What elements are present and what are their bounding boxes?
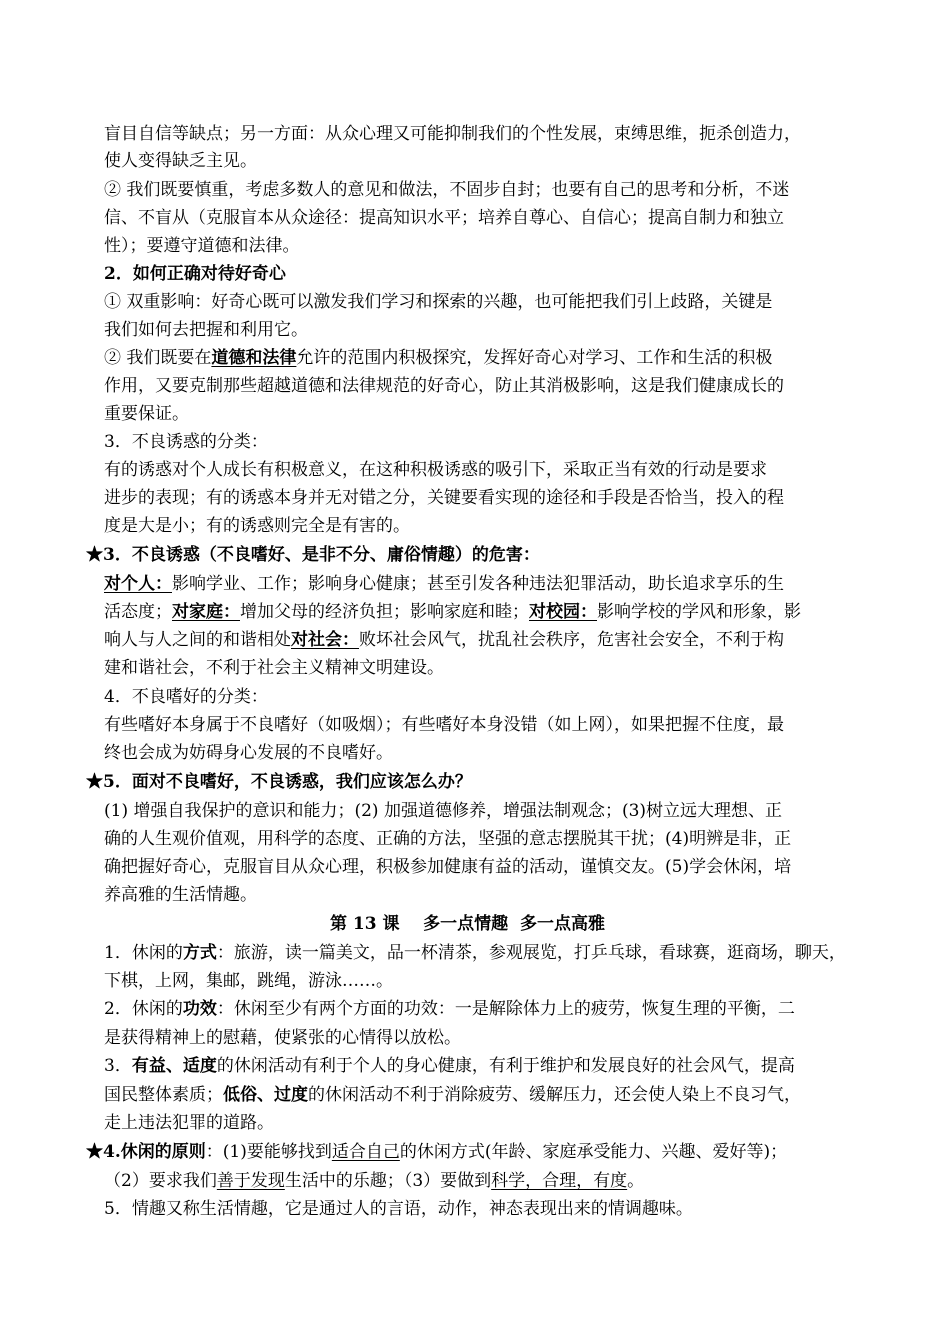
text-line: ① 双重影响：好奇心既可以激发我们学习和探索的兴趣，也可能把我们引上歧路，关键是 [104, 292, 773, 312]
section-line-starred: ★4.休闲的原则：(1)要能够找到适合自己的休闲方式(年龄、家庭承受能力、兴趣、爱好等)； [86, 1142, 788, 1162]
text-line: 度是大是小；有的诱惑则完全是有害的。 [104, 516, 410, 536]
text-line: 2．休闲的功效：休闲至少有两个方面的功效：一是解除体力上的疲劳，恢复生理的平衡，二 [104, 999, 795, 1019]
text-line: ② 我们既要慎重，考虑多数人的意见和做法，不固步自封；也要有自己的思考和分析，不迷 [104, 180, 790, 200]
text-line: 确把握好奇心，克服盲目从众心理，积极参加健康有益的活动，谨慎交友。(5)学会休闲，培 [104, 857, 792, 877]
section-heading-starred: ★3．不良诱惑（不良嗜好、是非不分、庸俗情趣）的危害： [86, 545, 540, 565]
text-line: 重要保证。 [104, 404, 189, 424]
text-line: 建和谐社会，不利于社会主义精神文明建设。 [104, 658, 444, 678]
text-line: 响人与人之间的和谐相处对社会：败坏社会风气，扰乱社会秩序，危害社会安全，不利于构 [104, 630, 784, 650]
text-line: 有些嗜好本身属于不良嗜好（如吸烟）；有些嗜好本身没错（如上网），如果把握不住度，最 [104, 715, 784, 735]
section-heading: 3．不良诱惑的分类： [104, 432, 268, 452]
text-line: 养高雅的生活情趣。 [104, 885, 257, 905]
text-line: 性）；要遵守道德和法律。 [104, 236, 300, 256]
text-line: 使人变得缺乏主见。 [104, 151, 257, 171]
text-line: 有的诱惑对个人成长有积极意义，在这种积极诱惑的吸引下，采取正当有效的行动是要求 [104, 460, 767, 480]
text-line: 5．情趣又称生活情趣，它是通过人的言语，动作，神态表现出来的情调趣味。 [104, 1199, 693, 1219]
text-line: 活态度；对家庭：增加父母的经济负担；影响家庭和睦；对校园：影响学校的学风和形象，影 [104, 602, 801, 622]
text-line: 3．有益、适度的休闲活动有利于个人的身心健康，有利于维护和发展良好的社会风气，提高 [104, 1056, 795, 1076]
section-heading: 4．不良嗜好的分类： [104, 687, 268, 707]
text-line: 我们如何去把握和利用它。 [104, 320, 308, 340]
text-line: 对个人：影响学业、工作；影响身心健康；甚至引发各种违法犯罪活动，助长追求享乐的生 [104, 574, 784, 594]
text-line: 1．休闲的方式：旅游，读一篇美文，品一杯清茶，参观展览，打乒乓球，看球赛，逛商场，聊天， [104, 943, 846, 963]
text-line: 走上违法犯罪的道路。 [104, 1113, 274, 1133]
text-line: 进步的表现；有的诱惑本身并无对错之分，关键要看实现的途径和手段是否恰当，投入的程 [104, 488, 784, 508]
text-line: 作用，又要克制那些超越道德和法律规范的好奇心，防止其消极影响，这是我们健康成长的 [104, 376, 784, 396]
text-line: ② 我们既要在道德和法律允许的范围内积极探究，发挥好奇心对学习、工作和生活的积极 [104, 348, 773, 368]
text-line: 信、不盲从（克服盲本从众途径：提高知识水平；培养自尊心、自信心；提高自制力和独立 [104, 208, 784, 228]
section-heading-starred: ★5．面对不良嗜好，不良诱惑，我们应该怎么办？ [86, 772, 472, 792]
text-line: (1) 增强自我保护的意识和能力；(2) 加强道德修养，增强法制观念；(3)树立远大理想、正 [104, 801, 783, 821]
text-line: 终也会成为妨碍身心发展的不良嗜好。 [104, 743, 393, 763]
text-line: （2）要求我们善于发现生活中的乐趣；（3）要做到科学，合理，有度。 [104, 1171, 645, 1191]
section-heading: 2．如何正确对待好奇心 [104, 264, 286, 284]
text-line: 确的人生观价值观，用科学的态度、正确的方法，坚强的意志摆脱其干扰；(4)明辨是非，正 [104, 829, 792, 849]
text-line: 下棋，上网，集邮，跳绳，游泳……。 [104, 971, 393, 991]
text-line: 是获得精神上的慰藉，使紧张的心情得以放松。 [104, 1028, 461, 1048]
lesson-title: 第 13 课 多一点情趣 多一点高雅 [330, 914, 606, 934]
text-line: 国民整体素质；低俗、过度的休闲活动不利于消除疲劳、缓解压力，还会使人染上不良习气， [104, 1085, 801, 1105]
text-line: 盲目自信等缺点；另一方面：从众心理又可能抑制我们的个性发展，束缚思维，扼杀创造力， [104, 124, 801, 144]
